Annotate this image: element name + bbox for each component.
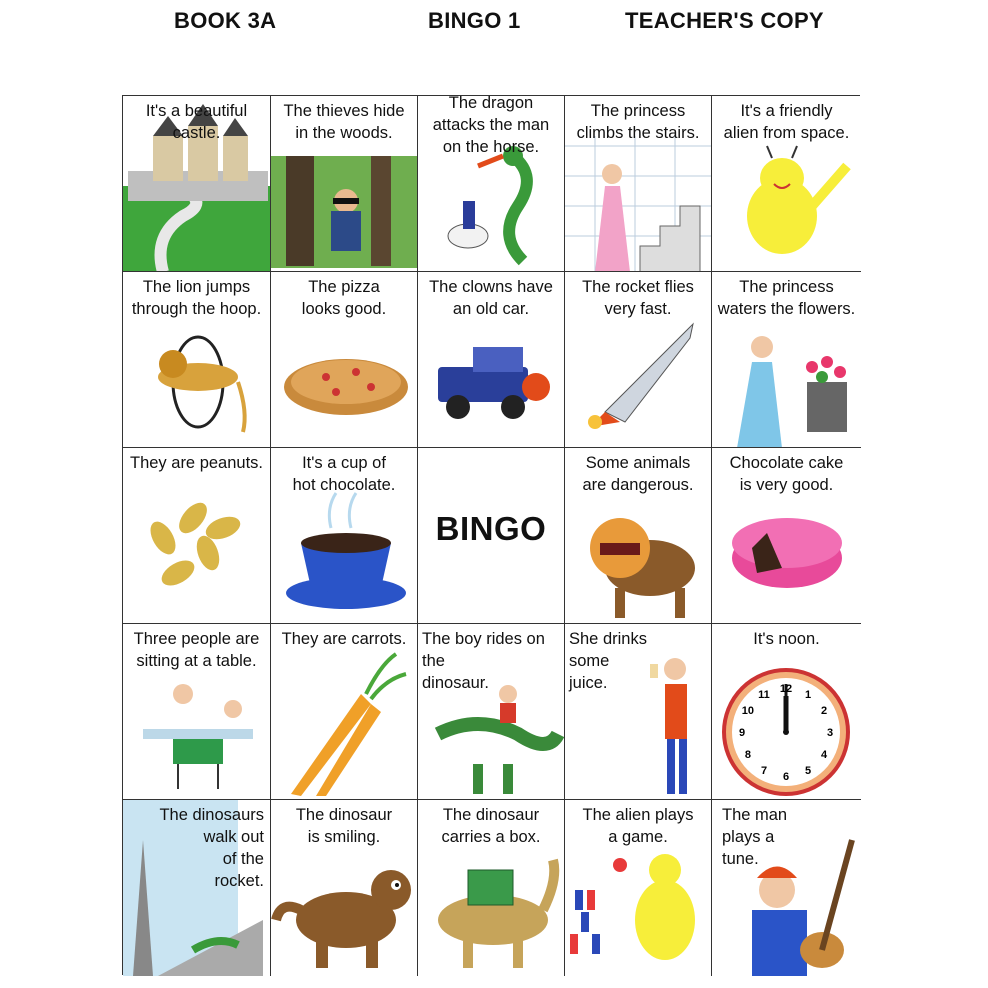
bingo-center-label: BINGO	[435, 510, 547, 547]
header-book: BOOK 3A	[174, 8, 277, 33]
cell-caption	[420, 804, 562, 848]
cell-caption	[567, 452, 709, 496]
caption-line: castle.	[172, 124, 221, 142]
header-teachers-copy: TEACHER'S COPY	[625, 8, 824, 33]
bingo-cell-man-guitar	[712, 800, 861, 976]
caption-line: It's noon.	[753, 630, 820, 648]
cell-caption	[714, 628, 859, 650]
caption-line: some	[569, 652, 610, 670]
peanuts-picture	[123, 448, 270, 624]
clock-picture	[712, 624, 859, 800]
caption-line: of the	[222, 850, 264, 868]
clock-number: 2	[821, 705, 828, 717]
clock-number: 5	[804, 765, 812, 778]
caption-line: The dinosaur	[295, 806, 393, 824]
clock-number: 1	[804, 688, 812, 701]
caption-line: They are carrots.	[281, 630, 407, 648]
bingo-cell-pizza	[271, 272, 418, 448]
cell-caption	[714, 100, 859, 144]
cell-caption	[273, 276, 415, 320]
cell-caption	[567, 276, 709, 320]
cell-caption	[125, 452, 268, 474]
caption-line: It's a beautiful	[145, 102, 248, 120]
bingo-cell-bingo-center	[418, 448, 565, 624]
clock-number: 3	[826, 727, 834, 739]
clock-number: 4	[821, 749, 828, 761]
caption-line: in the woods.	[295, 124, 393, 142]
caption-line: is very good.	[739, 476, 834, 494]
caption-line: waters the flowers.	[717, 300, 856, 318]
header-bingo: BINGO 1	[428, 8, 521, 33]
cell-caption	[569, 628, 709, 694]
caption-line: are dangerous.	[582, 476, 694, 494]
cell-caption	[567, 100, 709, 144]
cell-caption	[567, 804, 709, 848]
caption-line: The princess	[739, 278, 834, 296]
caption-line: The dinosaurs	[159, 806, 264, 824]
bingo-cell-boy-dinosaur	[418, 624, 565, 800]
caption-line: looks good.	[301, 300, 387, 318]
bingo-cell-dinosaur-box	[418, 800, 565, 976]
bingo-cell-yellow-alien	[712, 96, 861, 272]
cell-caption	[125, 628, 268, 672]
clock-number: 9	[738, 727, 746, 739]
caption-line: The clowns have	[429, 278, 553, 296]
caption-line: The princess	[590, 102, 686, 120]
bingo-cell-peanuts	[123, 448, 271, 624]
bingo-cell-thief-in-woods	[271, 96, 418, 272]
bingo-cell-smiling-dinosaur	[271, 800, 418, 976]
caption-line: dinosaur.	[422, 674, 489, 692]
bingo-cell-alien-bowling	[565, 800, 712, 976]
caption-line: The man	[722, 806, 788, 824]
caption-line: hot chocolate.	[292, 476, 396, 494]
caption-line: is smiling.	[307, 828, 381, 846]
bingo-cell-lion-hoop	[123, 272, 271, 448]
caption-line: Three people are	[133, 630, 260, 648]
carrots-picture	[271, 624, 418, 800]
caption-line: the	[422, 652, 445, 670]
cell-caption	[125, 276, 268, 320]
caption-line: The thieves hide	[283, 102, 405, 120]
caption-line: attacks the man	[432, 116, 550, 134]
clock-number: 6	[782, 771, 790, 783]
caption-line: through the hoop.	[131, 300, 262, 318]
bingo-cell-princess-flowers	[712, 272, 861, 448]
cell-caption	[273, 628, 415, 650]
caption-line: a game.	[608, 828, 668, 846]
bingo-cell-castle	[123, 96, 271, 272]
bingo-cell-girl-juice	[565, 624, 712, 800]
bingo-cell-clock	[712, 624, 861, 800]
caption-line: It's a cup of	[302, 454, 386, 472]
clock-number: 8	[744, 749, 751, 761]
caption-line: alien from space.	[723, 124, 850, 142]
caption-line: Chocolate cake	[729, 454, 844, 472]
clock-number: 10	[741, 705, 755, 717]
cell-caption	[420, 96, 562, 158]
caption-line: very fast.	[604, 300, 672, 318]
cell-caption	[273, 452, 415, 496]
clock-number: 11	[758, 688, 770, 701]
bingo-cell-hot-chocolate	[271, 448, 418, 624]
caption-line: climbs the stairs.	[576, 124, 700, 142]
caption-line: on the horse.	[442, 138, 540, 156]
cell-caption	[714, 452, 859, 496]
bingo-cell-clown-car	[418, 272, 565, 448]
caption-line: walk out	[203, 828, 264, 846]
caption-line: The lion jumps	[142, 278, 251, 296]
bingo-cell-dragon-and-knight	[418, 96, 565, 272]
cell-caption	[125, 804, 264, 892]
caption-line: The pizza	[308, 278, 380, 296]
cell-caption	[125, 100, 268, 144]
bingo-cell-carrots	[271, 624, 418, 800]
caption-line: rocket.	[214, 872, 264, 890]
caption-line: an old car.	[452, 300, 530, 318]
caption-line: The rocket flies	[582, 278, 694, 296]
caption-line: The boy rides on	[422, 630, 545, 648]
caption-line: juice.	[569, 674, 608, 692]
clock-number: 7	[760, 765, 768, 778]
caption-line: The dinosaur	[442, 806, 540, 824]
bingo-cell-people-table	[123, 624, 271, 800]
caption-line: She drinks	[569, 630, 647, 648]
caption-line: plays a	[722, 828, 775, 846]
bingo-cell-rocket	[565, 272, 712, 448]
caption-line: The dragon	[448, 96, 534, 112]
caption-line: It's a friendly	[740, 102, 833, 120]
caption-line: The alien plays	[582, 806, 694, 824]
cell-caption	[722, 804, 859, 870]
caption-line: sitting at a table.	[136, 652, 257, 670]
caption-line: tune.	[722, 850, 759, 868]
cell-caption	[273, 100, 415, 144]
bingo-cell-princess-on-stairs	[565, 96, 712, 272]
bingo-cell-cake	[712, 448, 861, 624]
bingo-card	[122, 95, 860, 975]
clock-number: 12	[779, 683, 793, 695]
cell-caption	[714, 276, 859, 320]
bingo-cell-dinos-rocket	[123, 800, 271, 976]
cell-caption	[422, 628, 562, 694]
bingo-cell-monster	[565, 448, 712, 624]
cell-caption	[273, 804, 415, 848]
caption-line: Some animals	[585, 454, 691, 472]
caption-line: carries a box.	[441, 828, 541, 846]
cell-caption	[420, 276, 562, 320]
caption-line: They are peanuts.	[130, 454, 263, 472]
